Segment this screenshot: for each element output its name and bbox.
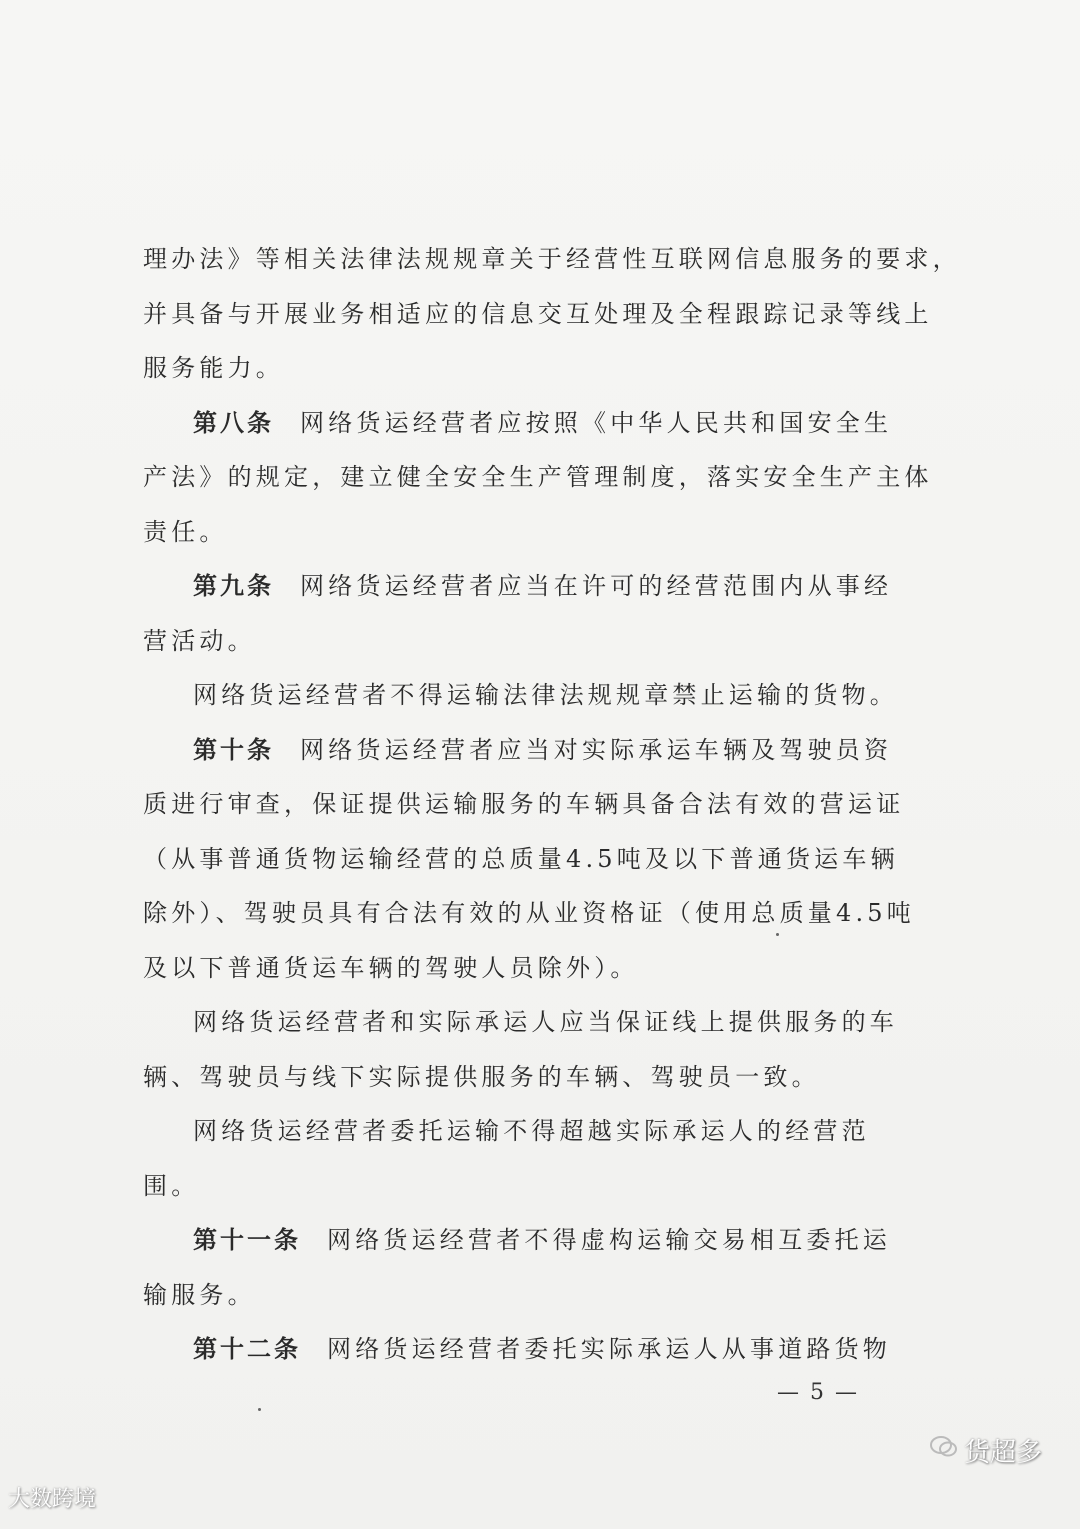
watermark-right-text: 货超多 — [964, 1438, 1043, 1468]
document-body — [143, 232, 961, 1377]
scan-speck — [776, 933, 779, 936]
article-12-text: 网络货运经营者委托实际承运人从事道路货物 — [327, 1335, 891, 1363]
text-line: 输服务。 — [143, 1280, 256, 1309]
article-11-heading: 第十一条 — [193, 1225, 301, 1254]
text-line: 责任。 — [143, 517, 228, 546]
text-line: 理办法》等相关法律法规规章关于经营性互联网信息服务的要求， — [143, 245, 961, 273]
watermark-left — [8, 1482, 96, 1513]
text-line: 并具备与开展业务相适应的信息交互处理及全程跟踪记录等线上 — [143, 299, 933, 328]
page-number: — 5 — — [777, 1380, 859, 1405]
watermark-right — [930, 1432, 1042, 1469]
article-12-line — [143, 1322, 903, 1377]
text-line: 网络货运经营者委托运输不得超越实际承运人的经营范 — [193, 1117, 870, 1145]
article-11-text: 网络货运经营者不得虚构运输交易相互委托运 — [327, 1226, 891, 1254]
article-9-heading: 第九条 — [193, 571, 274, 600]
text-line: 围。 — [143, 1171, 200, 1200]
article-9-line — [143, 559, 903, 614]
text-line: 网络货运经营者和实际承运人应当保证线上提供服务的车 — [193, 1008, 898, 1036]
article-10-line — [143, 723, 903, 778]
text-line: 除外）、驾驶员具有合法有效的从业资格证（使用总质量4.5吨 — [143, 899, 915, 927]
text-line: 产法》的规定，建立健全安全生产管理制度，落实安全生产主体 — [143, 463, 933, 491]
article-8-text: 网络货运经营者应按照《中华人民共和国安全生 — [300, 408, 893, 437]
text-line: （从事普通货物运输经营的总质量4.5吨及以下普通货运车辆 — [143, 844, 899, 873]
text-line: 质进行审查，保证提供运输服务的车辆具备合法有效的营运证 — [143, 790, 905, 818]
text-line: 及以下普通货运车辆的驾驶人员除外）。 — [143, 953, 639, 982]
article-8-line — [143, 396, 903, 451]
text-line: 辆、驾驶员与线下实际提供服务的车辆、驾驶员一致。 — [143, 1062, 820, 1091]
watermark-left-text: 大数跨境 — [8, 1487, 97, 1512]
article-12-heading: 第十二条 — [193, 1334, 301, 1363]
wechat-icon — [930, 1435, 958, 1466]
text-line: 服务能力。 — [143, 354, 284, 382]
scan-speck — [258, 1408, 261, 1411]
article-8-heading: 第八条 — [193, 407, 274, 437]
article-9-text: 网络货运经营者应当在许可的经营范围内从事经 — [300, 572, 893, 600]
text-line: 网络货运经营者不得运输法律法规规章禁止运输的货物。 — [193, 681, 898, 709]
article-10-heading: 第十条 — [193, 734, 274, 764]
article-10-text: 网络货运经营者应当对实际承运车辆及驾驶员资 — [300, 735, 893, 764]
text-line: 营活动。 — [143, 626, 256, 655]
article-11-line — [143, 1213, 903, 1268]
